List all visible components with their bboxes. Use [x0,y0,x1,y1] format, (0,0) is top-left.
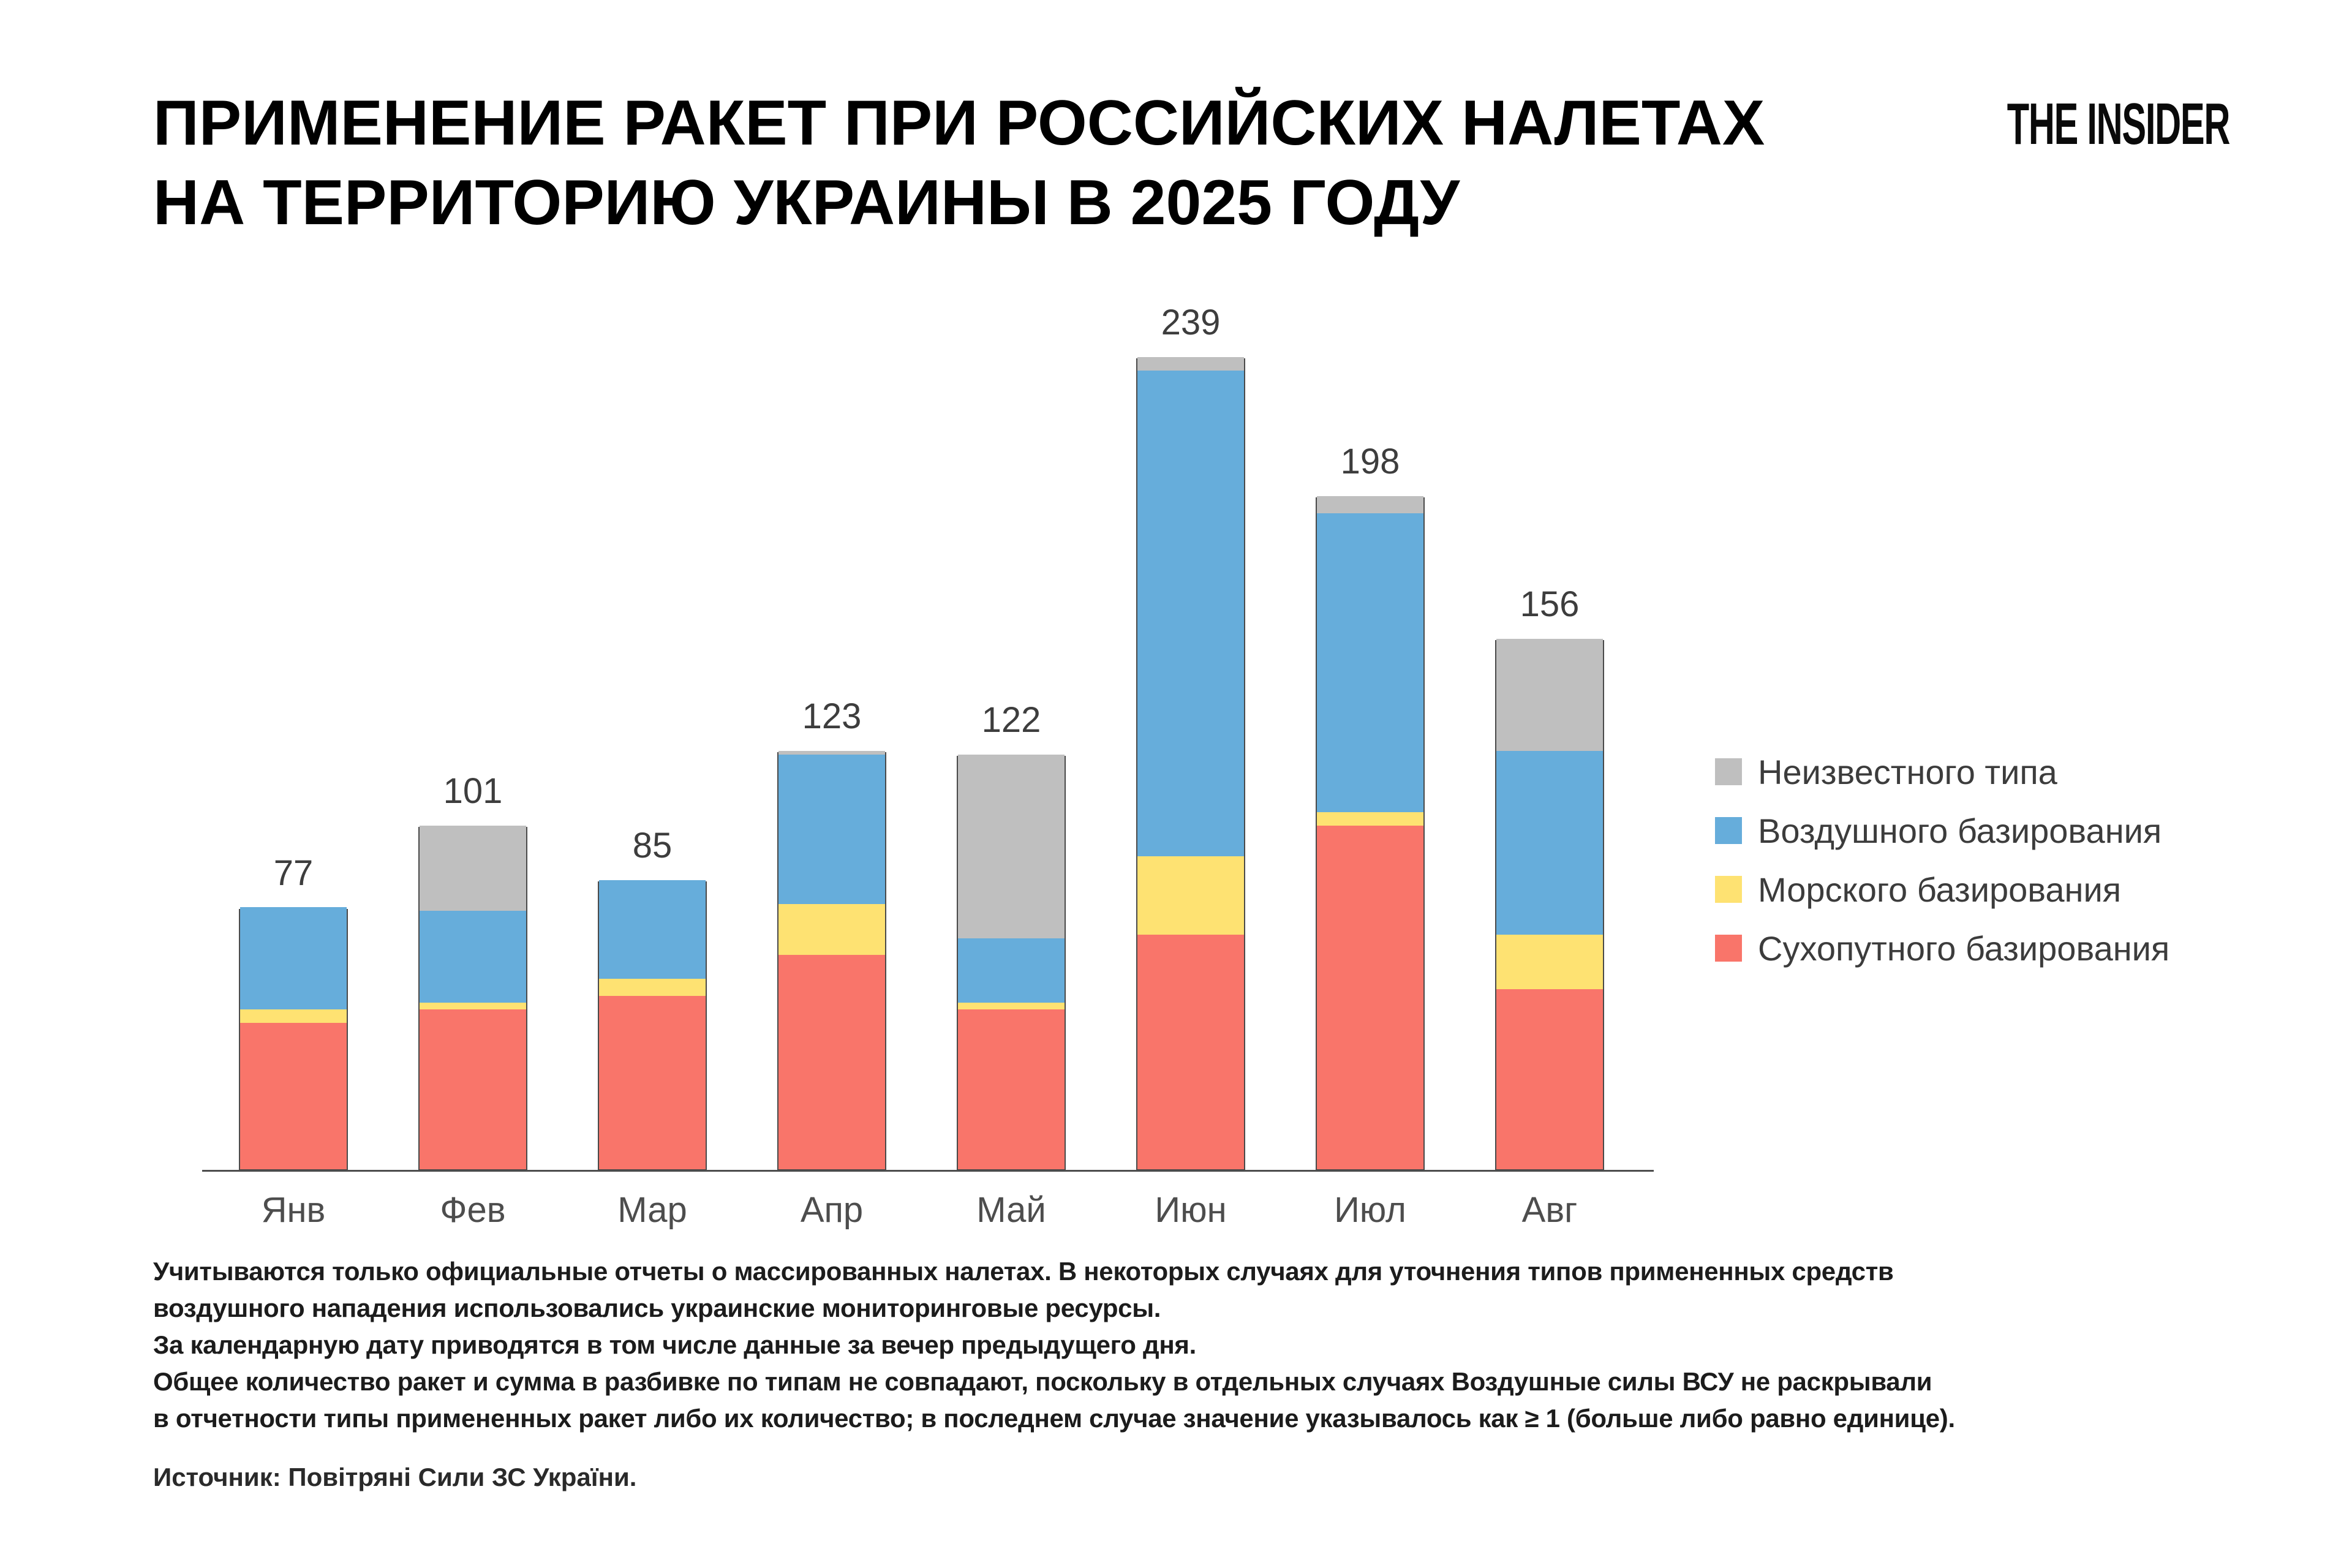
bar-segment [1137,370,1244,856]
footnote-line: Общее количество ракет и сумма в разбивке по типам не совпадают, поскольку в отдельных случаях Воздушные силы ВСУ не раскрывали [153,1367,1932,1396]
x-axis-label-mar: Мар [617,1190,687,1230]
bar-mar [598,881,707,1170]
legend-item [1715,811,2169,850]
bar-segment [1317,496,1423,513]
bar-jun [1136,358,1245,1170]
bar-segment [1496,751,1603,935]
x-axis-label-apr: Апр [800,1190,864,1230]
bar-segment [420,1009,526,1169]
bar-value-label: 122 [981,700,1041,740]
footnote-line: За календарную дату приводятся в том числе данные за вечер предыдущего дня. [153,1330,1197,1359]
bar-segment [1496,989,1603,1169]
bar-value-label: 77 [273,853,314,893]
legend-swatch-icon [1715,876,1742,903]
bar-value-label: 198 [1340,442,1400,481]
bar-segment [240,1023,347,1169]
bar-segment [1137,856,1244,935]
x-axis-label-jan: Янв [261,1190,326,1230]
bar-segment [1496,639,1603,751]
legend-label: Неизвестного типа [1758,752,2057,791]
legend-label: Морского базирования [1758,870,2122,909]
bar-value-label: 101 [443,771,503,811]
bar-aug [1495,640,1604,1170]
bar-jul [1316,497,1425,1170]
bar-segment [778,904,885,955]
bar-segment [240,907,347,1009]
bar-apr [777,752,886,1170]
legend-item [1715,929,2170,968]
legend-label: Сухопутного базирования [1758,929,2170,968]
bar-segment [599,996,706,1169]
bar-segment [1317,513,1423,812]
bar-segment [1317,812,1423,826]
footnote-line: Учитываются только официальные отчеты о массированных налетах. В некоторых случаях для уточнения типов примененных средств [153,1257,1894,1286]
legend-label: Воздушного базирования [1758,811,2162,850]
bar-segment [420,911,526,1003]
legend-swatch-icon [1715,817,1742,844]
bar-may [957,756,1066,1170]
bar-value-label: 85 [632,826,673,865]
bar-segment [599,979,706,996]
bar-feb [418,827,527,1170]
bar-segment [1496,935,1603,989]
x-axis-label-jun: Июн [1155,1190,1227,1230]
x-axis-label-may: Май [976,1190,1046,1230]
bar-segment [958,1003,1065,1009]
bar-jan [239,909,348,1170]
bar-segment [778,955,885,1169]
bar-value-label: 156 [1520,584,1580,624]
bar-value-label: 239 [1161,303,1221,342]
footnotes-block [153,1253,1955,1437]
bar-segment [778,755,885,904]
bar-segment [958,1009,1065,1169]
page-title-line1: ПРИМЕНЕНИЕ РАКЕТ ПРИ РОССИЙСКИХ НАЛЕТАХ [153,88,1765,159]
bar-segment [958,938,1065,1003]
bar-segment [1137,935,1244,1169]
page-title-line2: НА ТЕРРИТОРИЮ УКРАИНЫ В 2025 ГОДУ [153,167,1460,238]
legend-swatch-icon [1715,758,1742,785]
source-line: Источник: Повітряні Сили ЗС України. [153,1463,637,1491]
footnote-line: воздушного нападения использовались украинские мониторинговые ресурсы. [153,1294,1161,1322]
bar-segment [958,755,1065,938]
chart-legend [1715,752,2170,992]
footnote-line: в отчетности типы примененных ракет либо их количество; в последнем случае значение указывалось как ≥ 1 (больше либо равно единице). [153,1404,1955,1433]
x-axis-label-feb: Фев [440,1190,506,1230]
legend-item [1715,752,2169,791]
bar-segment [599,880,706,979]
x-axis-label-jul: Июл [1334,1190,1406,1230]
x-axis-label-aug: Авг [1521,1190,1578,1230]
the-insider-logo: THE INSIDER [2007,91,2230,157]
bar-segment [420,1003,526,1009]
bar-value-label: 123 [802,696,862,736]
legend-swatch-icon [1715,935,1742,962]
legend-item [1715,870,2169,909]
bar-segment [1317,826,1423,1169]
bar-segment [1137,357,1244,371]
bar-segment [240,1009,347,1023]
bar-segment [420,826,526,911]
bar-segment [778,751,885,755]
